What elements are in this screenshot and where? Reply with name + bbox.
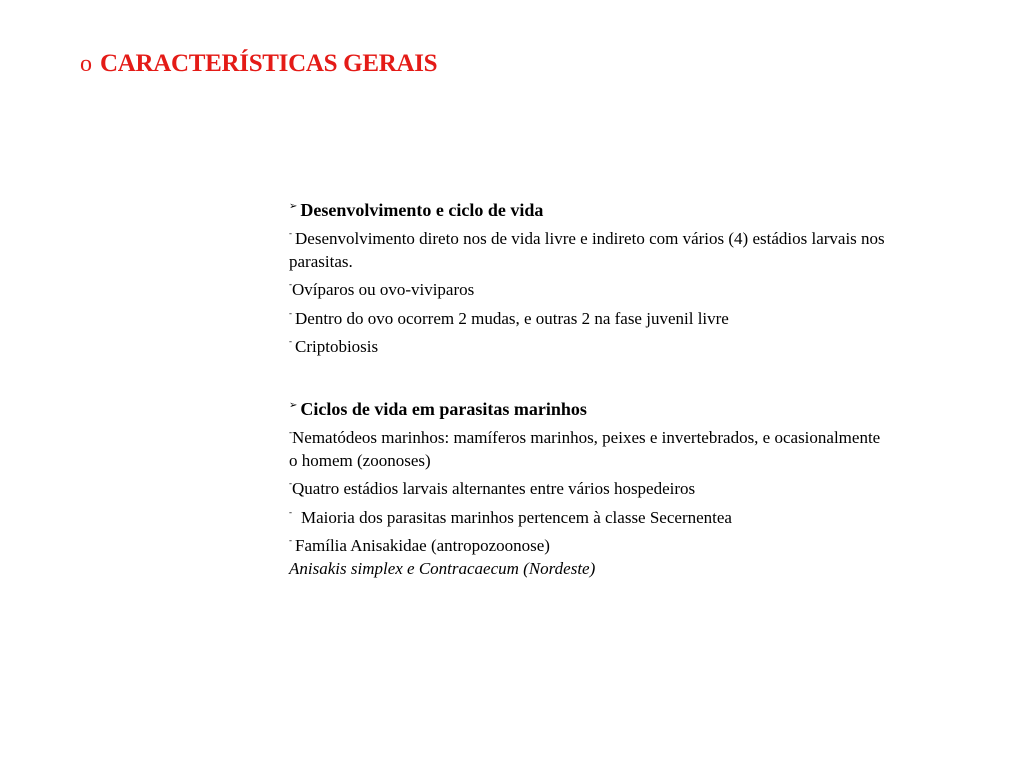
dash-bullet: -: [289, 307, 292, 318]
list-item: [289, 330, 889, 358]
list-item-text: Ovíparos ou ovo-viviparos: [292, 280, 475, 300]
list-item: [289, 529, 889, 557]
section-heading: [289, 195, 889, 222]
dash-bullet: -: [289, 228, 292, 238]
list-item-text: Criptobiosis: [295, 336, 379, 356]
list-item-text: Família Anisakidae (antropozoonose): [295, 535, 550, 555]
section-marine-parasites: [289, 394, 889, 580]
species-line: Anisakis simplex e Contracaecum (Nordeste): [289, 559, 596, 579]
dash-bullet: -: [289, 279, 292, 290]
list-item: [289, 273, 889, 301]
dash-bullet: -: [289, 427, 292, 438]
title-bullet: o: [80, 51, 92, 77]
section-development: [289, 195, 889, 358]
list-item: [289, 472, 889, 500]
title-text: CARACTERÍSTICAS GERAIS: [100, 50, 438, 77]
slide-title: [80, 48, 437, 80]
list-item-text: Maioria dos parasitas marinhos pertencem à classe Secernentea: [301, 507, 732, 527]
list-item: [289, 421, 889, 472]
dash-bullet: -: [289, 478, 292, 489]
section-heading-text: Ciclos de vida em parasitas marinhos: [300, 399, 587, 420]
list-item: [289, 302, 889, 330]
list-item-text: Dentro do ovo ocorrem 2 mudas, e outras 2 na fase juvenil livre: [295, 308, 729, 328]
dash-bullet: -: [289, 506, 292, 517]
list-item-text: Quatro estádios larvais alternantes entre vários hospedeiros: [292, 479, 696, 499]
arrow-bullet-icon: ➢: [289, 201, 298, 212]
section-heading: [289, 394, 889, 421]
list-item-text: Desenvolvimento direto nos de vida livre e indireto com vários (4) estádios larvais nos parasitas.: [289, 229, 885, 272]
dash-bullet: -: [289, 534, 292, 545]
arrow-bullet-icon: ➢: [289, 400, 298, 412]
list-item: [289, 501, 889, 529]
list-item: [289, 222, 889, 273]
dash-bullet: -: [289, 335, 292, 346]
slide-content: [289, 195, 889, 580]
section-heading-text: Desenvolvimento e ciclo de vida: [300, 200, 544, 220]
list-item-text: Nematódeos marinhos: mamíferos marinhos, peixes e invertebrados, e ocasionalmente o homem (zoonoses): [289, 428, 881, 471]
